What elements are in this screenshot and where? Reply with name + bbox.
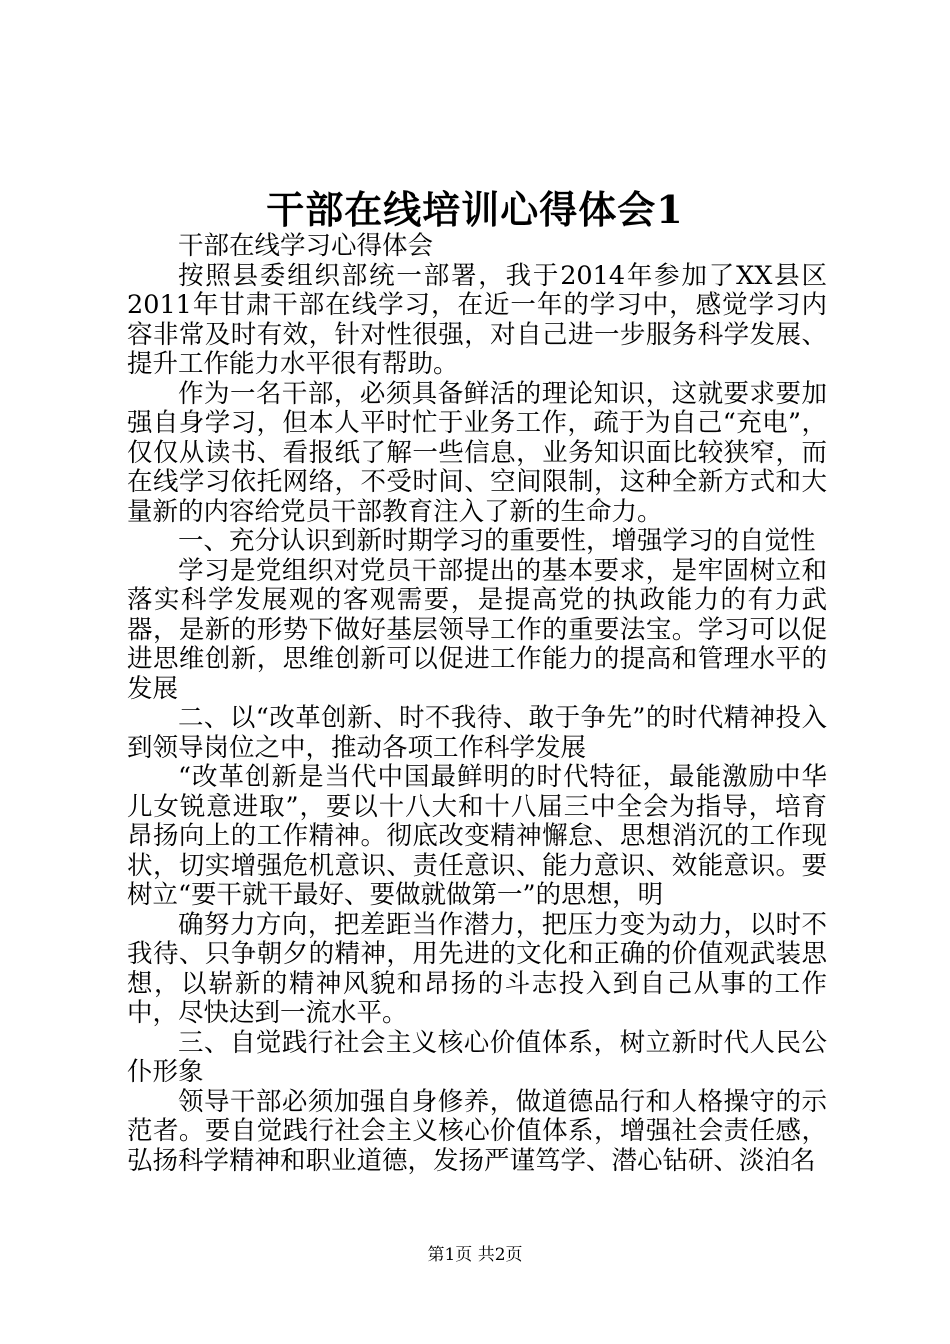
section-heading: 三、自觉践行社会主义核心价值体系，树立新时代人民公仆形象 bbox=[127, 1027, 827, 1087]
body-paragraph: 领导干部必须加强自身修养，做道德品行和人格操守的示范者。要自觉践行社会主义核心价值体系，增强社会责任感，弘扬科学精神和职业道德，发扬严谨笃学、潜心钻研、淡泊名 bbox=[127, 1086, 827, 1176]
body-paragraph: 学习是党组织对党员干部提出的基本要求，是牢固树立和落实科学发展观的客观需要，是提高党的执政能力的有力武器，是新的形势下做好基层领导工作的重要法宝。学习可以促进思维创新，思维创新可以促进工作能力的提高和管理水平的发展 bbox=[127, 555, 827, 704]
body-paragraph: 确努力方向，把差距当作潜力，把压力变为动力，以时不我待、只争朝夕的精神，用先进的文化和正确的价值观武装思想，以崭新的精神风貌和昂扬的斗志投入到自己从事的工作中，尽快达到一流水平。 bbox=[127, 909, 827, 1028]
subtitle-paragraph: 干部在线学习心得体会 bbox=[178, 231, 434, 261]
document-title: 干部在线培训心得体会1 bbox=[266, 187, 684, 232]
document-body bbox=[127, 232, 827, 1176]
body-paragraph: 按照县委组织部统一部署，我于2014年参加了XX县区2011年甘肃干部在线学习，在近一年的学习中，感觉学习内容非常及时有效，针对性很强，对自己进一步服务科学发展、提升工作能力水平很有帮助。 bbox=[127, 260, 827, 379]
body-paragraph: “改革创新是当代中国最鲜明的时代特征，最能激励中华儿女锐意进取”，要以十八大和十八届三中全会为指导，培育昂扬向上的工作精神。彻底改变精神懈怠、思想消沉的工作现状，切实增强危机意识、责任意识、能力意识、效能意识。要树立“要干就干最好、要做就做第一”的思想，明 bbox=[127, 762, 827, 910]
section-heading: 二、以“改革创新、时不我待、敢于争先”的时代精神投入到领导岗位之中，推动各项工作科学发展 bbox=[127, 703, 827, 763]
page-number-footer: 第1页 共2页 bbox=[427, 1245, 523, 1265]
section-heading: 一、充分认识到新时期学习的重要性，增强学习的自觉性 bbox=[178, 526, 816, 556]
body-paragraph: 作为一名干部，必须具备鲜活的理论知识，这就要求要加强自身学习，但本人平时忙于业务工作，疏于为自己“充电”，仅仅从读书、看报纸了解一些信息，业务知识面比较狭窄，而在线学习依托网络，不受时间、空间限制，这种全新方式和大量新的内容给党员干部教育注入了新的生命力。 bbox=[127, 378, 827, 527]
